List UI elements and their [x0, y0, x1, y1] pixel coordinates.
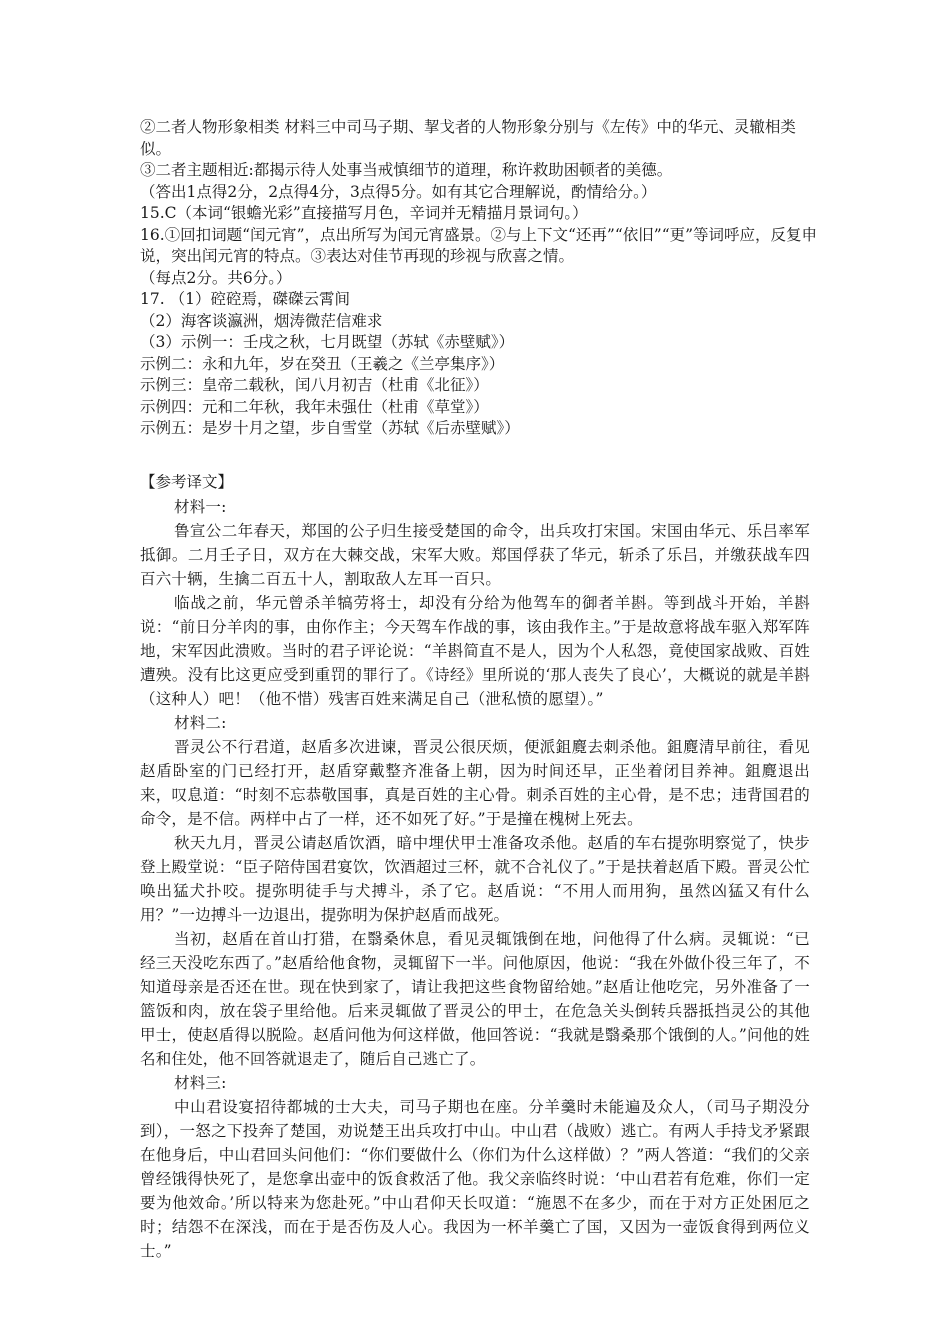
material-2-title: 材料二: — [174, 714, 227, 732]
answer-17-part-1: 17. （1）硿硿焉，磔磔云霄间 — [140, 290, 350, 308]
answer-17-example-5: 示例五：是岁十月之望，步自雪堂（苏轼《后赤壁赋》） — [140, 419, 520, 437]
material-2-paragraph-3: 当初，赵盾在首山打猎，在翳桑休息，看见灵辄饿倒在地，问他得了什么病。灵辄说：“已经三天没吃东西了。”赵盾给他食物，灵辄留下一半。问他原因，他说：“我在外做仆役三年了，不知道母亲是否还在世。现在快到家了，请让我把这些食物留给她。”赵盾让他吃完，另外准备了一篮饭和肉，放在袋子里给他。后来灵辄做了晋灵公的甲士，在危急关头倒转兵器抵挡灵公的其他甲士，使赵盾得以脱险。赵盾问他为何这样做，他回答说：“我就是翳桑那个饿倒的人。”问他的姓名和住处，他不回答就退走了，随后自己逃亡了。 — [140, 930, 810, 1068]
material-1-paragraph-2: 临战之前，华元曾杀羊犒劳将士，却没有分给为他驾车的御者羊斟。等到战斗开始，羊斟说：“前日分羊肉的事，由你作主；今天驾车作战的事，该由我作主。”于是故意将战车驱入郑军阵地，宋军因此溃败。当时的君子评论说：“羊斟简直不是人，因为个人私怨，竟使国家战败、百姓遭殃。没有比这更应受到重罚的罪行了。《诗经》里所说的‘那人丧失了良心’，大概说的就是羊斟（这种人）吧！（他不惜）残害百姓来满足自己（泄私愤的愿望）。” — [140, 594, 810, 708]
answer-14-score-note: （答出1点得2分，2点得4分，3点得5分。如有其它合理解说，酌情给分。） — [140, 182, 657, 201]
answer-14-point-3: ③二者主题相近:都揭示待人处事当戒慎细节的道理，称许救助困顿者的美德。 — [140, 161, 673, 179]
material-2-paragraph-1: 晋灵公不行君道，赵盾多次进谏，晋灵公很厌烦，便派鉏麑去刺杀他。鉏麑清早前往，看见赵盾卧室的门已经打开，赵盾穿戴整齐准备上朝，因为时间还早，正坐着闭目养神。鉏麑退出来，叹息道：“时刻不忘恭敬国事，真是百姓的主心骨。刺杀百姓的主心骨，是不忠；违背国君的命令，是不信。两样中占了一样，还不如死了好。”于是撞在槐树上死去。 — [140, 738, 810, 828]
answer-16-score-note: （每点2分。共6分。） — [140, 268, 292, 287]
material-3-title: 材料三: — [174, 1074, 227, 1092]
answer-section — [140, 117, 820, 440]
answer-17-example-2: 示例二：永和九年，岁在癸丑（王羲之《兰亭集序》） — [140, 354, 505, 373]
answer-17-part-2: （2）海客谈瀛洲，烟涛微茫信难求 — [140, 311, 383, 330]
answer-17-example-3: 示例三：皇帝二载秋，闰八月初吉（杜甫《北征》） — [140, 376, 489, 394]
answer-16: 16.①回扣词题“闰元宵”，点出所写为闰元宵盛景。②与上下文“还再”“依旧”“更”等词呼应，反复申说，突出闰元宵的特点。③表达对佳节再现的珍视与欣喜之情。 — [140, 225, 818, 265]
reference-translation-heading: 【参考译文】 — [140, 473, 234, 491]
material-1-paragraph-1: 鲁宣公二年春天，郑国的公子归生接受楚国的命令，出兵攻打宋国。宋国由华元、乐吕率军抵御。二月壬子日，双方在大棘交战，宋军大败。郑国俘获了华元，斩杀了乐吕，并缴获战车四百六十辆，生擒二百五十人，割取敌人左耳一百只。 — [140, 522, 810, 588]
material-1-title: 材料一: — [174, 498, 227, 516]
reference-translation — [140, 495, 810, 1263]
material-2-paragraph-2: 秋天九月，晋灵公请赵盾饮酒，暗中埋伏甲士准备攻杀他。赵盾的车右提弥明察觉了，快步登上殿堂说：“臣子陪侍国君宴饮，饮酒超过三杯，就不合礼仪了。”于是扶着赵盾下殿。晋灵公忙唤出猛犬扑咬。提弥明徒手与犬搏斗，杀了它。赵盾说：“不用人而用狗，虽然凶猛又有什么用？”一边搏斗一边退出，提弥明为保护赵盾而战死。 — [140, 834, 810, 924]
answer-17-example-4: 示例四：元和二年秋，我年未强仕（杜甫《草堂》） — [140, 397, 489, 416]
answer-17-part-3: （3）示例一：壬戌之秋，七月既望（苏轼《赤壁赋》） — [140, 333, 515, 351]
material-3-paragraph-1: 中山君设宴招待都城的士大夫，司马子期也在座。分羊羹时未能遍及众人，（司马子期没分到），一怒之下投奔了楚国，劝说楚王出兵攻打中山。中山君（战败）逃亡。有两人手持戈矛紧跟在他身后，中山君回头问他们：“你们要做什么（你们为什么这样做）？”两人答道：“我们的父亲曾经饿得快死了，是您拿出壶中的饭食救活了他。我父亲临终时说：‘中山君若有危难，你们一定要为他效命。’所以特来为您赴死。”中山君仰天长叹道：“施恩不在多少，而在于对方正处困厄之时；结怨不在深浅，而在于是否伤及人心。我因为一杯羊羹亡了国，又因为一壶饭食得到两位义士。” — [140, 1098, 810, 1260]
answer-14-point-2: ②二者人物形象相类 材料三中司马子期、挈戈者的人物形象分别与《左传》中的华元、灵辙相类似。 — [140, 118, 796, 158]
answer-15: 15.C（本词“银蟾光彩”直接描写月色，辛词并无精描月景词句。） — [140, 204, 588, 222]
